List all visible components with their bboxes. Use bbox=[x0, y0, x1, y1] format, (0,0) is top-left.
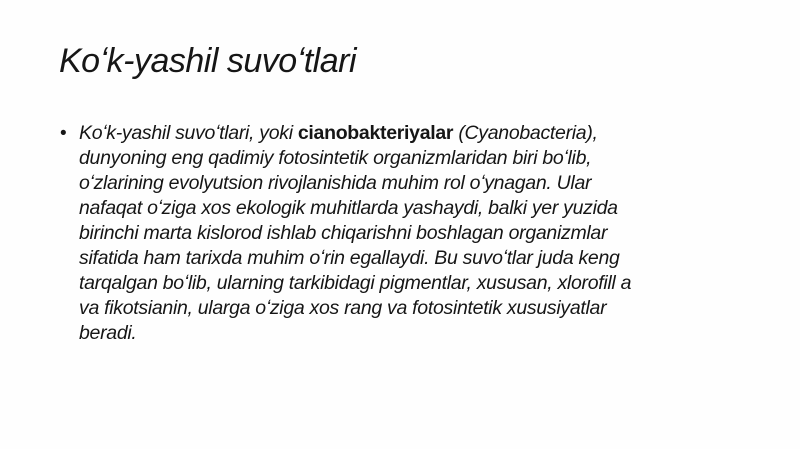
bullet-item bbox=[60, 121, 739, 346]
body-line-text: beradi. bbox=[79, 322, 137, 344]
body-line bbox=[79, 296, 739, 321]
body-line bbox=[79, 121, 739, 146]
body-line-text: oʻzlarining evolyutsion rivojlanishida muhim rol oʻynagan. Ular bbox=[79, 172, 592, 194]
body-line bbox=[79, 321, 739, 346]
body-line bbox=[79, 221, 739, 246]
slide-title: Koʻk-yashil suvoʻtlari bbox=[59, 42, 356, 80]
body-line-text: Koʻk-yashil suvoʻtlari, yoki bbox=[79, 122, 298, 144]
body-line bbox=[79, 196, 739, 221]
body-line-text: tarqalgan boʻlib, ularning tarkibidagi pigmentlar, xususan, xlorofill a bbox=[79, 272, 632, 294]
body-line-text: va fikotsianin, ularga oʻziga xos rang va fotosintetik xususiyatlar bbox=[79, 297, 607, 319]
body-line-text: (Cyanobacteria), bbox=[453, 122, 598, 144]
body-line-text: birinchi marta kislorod ishlab chiqarishni boshlagan organizmlar bbox=[79, 222, 608, 244]
body-line bbox=[79, 271, 739, 296]
body-line-text: dunyoning eng qadimiy fotosintetik organizmlaridan biri boʻlib, bbox=[79, 147, 592, 169]
bullet-marker: • bbox=[60, 123, 67, 144]
body-line bbox=[79, 146, 739, 171]
body-line-text: sifatida ham tarixda muhim oʻrin egallaydi. Bu suvoʻtlar juda keng bbox=[79, 247, 620, 269]
body-line bbox=[79, 246, 739, 271]
body-line bbox=[79, 171, 739, 196]
body-line-bold-text: cianobakteriyalar bbox=[297, 122, 454, 144]
bullet-paragraph bbox=[79, 121, 739, 346]
body-line-text: nafaqat oʻziga xos ekologik muhitlarda yashaydi, balki yer yuzida bbox=[79, 197, 618, 219]
